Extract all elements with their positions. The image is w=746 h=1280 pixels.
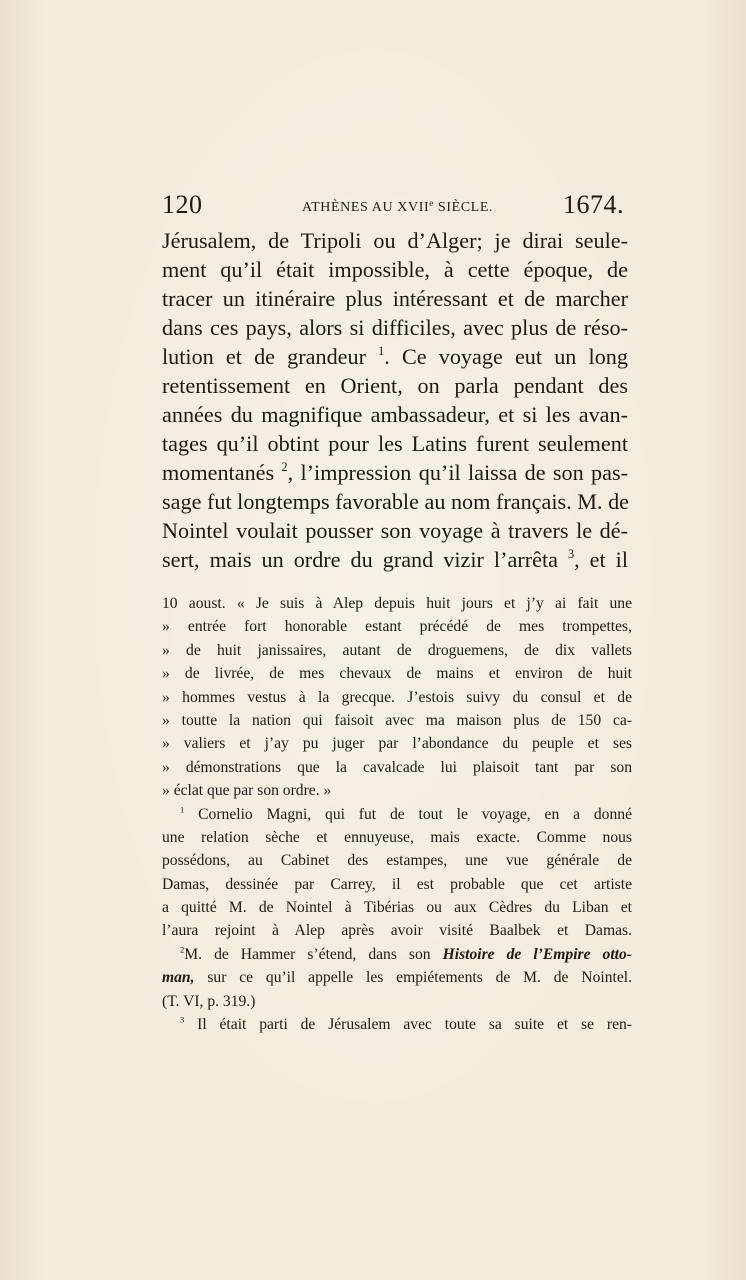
footnote-1-line: une relation sèche et ennuyeuse, mais exacte. Comme nous: [162, 828, 632, 846]
main-text-block: [162, 226, 628, 574]
main-text-segment: Nointel voulait pousser son voyage à travers le dé-: [162, 518, 628, 543]
main-text-line: [162, 516, 628, 545]
running-title: [302, 198, 493, 216]
main-text-segment: , et il: [574, 547, 629, 572]
footnote-2-book-title: man,: [162, 969, 195, 987]
page-number: 120: [162, 190, 203, 219]
main-text-line: [162, 487, 628, 516]
footnote-quote-line: 10 aoust. « Je suis à Alep depuis huit jours et j’y ai fait une: [162, 595, 632, 612]
main-text-line: [162, 255, 628, 284]
footnote-2-marker: 2: [180, 944, 185, 955]
main-text-line: [162, 371, 628, 400]
running-head-year: 1674.: [563, 190, 624, 219]
footnote-2-line: (T. VI, p. 319.): [162, 992, 256, 1010]
footnotes-block: [162, 592, 632, 1036]
footnote-1-line: Damas, dessinée par Carrey, il est probable que cet artiste: [162, 875, 632, 893]
footnote-quote-line: » démonstrations que la cavalcade lui plaisoit tant par son: [162, 758, 632, 776]
footnote-quote-line: » hommes vestus à la grecque. J’estois suivy du consul et de: [162, 688, 632, 706]
main-text-line: [162, 342, 628, 371]
main-text-segment: sage fut longtemps favorable au nom français. M. de: [162, 489, 630, 514]
main-text-line: [162, 400, 628, 429]
main-text-line: [162, 226, 628, 255]
main-text-segment: dans ces pays, alors si difficiles, avec plus de réso-: [162, 315, 628, 340]
main-text-segment: sert, mais un ordre du grand vizir l’arrêta: [162, 547, 568, 572]
running-title-text: ATHÈNES AU XVII: [302, 200, 430, 215]
footnote-2-text: M. de Hammer s’étend, dans son: [184, 945, 443, 963]
main-text-line: [162, 284, 628, 313]
footnote-1-text: Cornelio Magni, qui fut de tout le voyage, en a donné: [184, 805, 632, 823]
main-text-line: [162, 313, 628, 342]
footnote-1-marker: 1: [180, 804, 185, 815]
footnote-quote-line: » valiers et j’ay pu juger par l’abondance du peuple et ses: [162, 735, 632, 753]
footnote-quote-line: » de livrée, de mes chevaux de mains et environ de huit: [162, 665, 632, 683]
footnote-1-line: a quitté M. de Nointel à Tibérias ou aux Cèdres du Liban et: [162, 899, 632, 917]
footnote-2-text: sur ce qu’il appelle les empiétements de M. de Nointel.: [194, 969, 632, 987]
main-text-segment: tracer un itinéraire plus intéressant et de marcher: [162, 286, 628, 311]
main-text-segment: années du magnifique ambassadeur, et si les avan-: [162, 402, 628, 427]
main-text-segment: retentissement en Orient, on parla pendant des: [162, 373, 628, 398]
footnote-marker: 1: [378, 343, 385, 358]
running-title-end: SIÈCLE.: [433, 200, 494, 215]
footnote-2-line: [162, 966, 632, 989]
footnote-3-line: [162, 1013, 632, 1036]
main-text-segment: lution et de grandeur: [162, 344, 379, 369]
footnote-1-line: possédons, au Cabinet des estampes, une vue générale de: [162, 852, 632, 870]
footnote-1-line: l’aura rejoint à Alep après avoir visité Baalbek et Damas.: [162, 922, 632, 940]
footnote-quote-line: » de huit janissaires, autant de droguemens, de dix vallets: [162, 641, 632, 659]
footnote-quote-line: » entrée fort honorable estant précédé de mes trompettes,: [162, 618, 632, 636]
footnote-3-text: Il était parti de Jérusalem avec toute sa suite et se ren-: [184, 1016, 632, 1034]
main-text-segment: tages qu’il obtint pour les Latins furent seulement: [162, 431, 628, 456]
footnote-3-marker: 3: [180, 1014, 185, 1025]
footnote-quote-line: » toutte la nation qui faisoit avec ma maison plus de 150 ca-: [162, 711, 632, 729]
running-title-superscript: e: [429, 198, 434, 208]
running-head: [162, 190, 628, 220]
main-text-segment: . Ce voyage eut un long: [384, 344, 628, 369]
main-text-line: [162, 545, 628, 574]
footnote-marker: 2: [281, 459, 288, 474]
main-text-segment: , l’impression qu’il laissa de son pas-: [287, 460, 629, 485]
footnote-marker: 3: [567, 546, 575, 561]
main-text-segment: Jérusalem, de Tripoli ou d’Alger; je dirai seule-: [162, 228, 628, 253]
main-text-segment: momentanés: [162, 460, 282, 485]
footnote-quote-line: » éclat que par son ordre. »: [162, 782, 332, 800]
main-text-line: [162, 429, 628, 458]
footnote-2-book-title: Histoire de l’Empire otto-: [442, 945, 632, 963]
footnote-2-line: [162, 943, 632, 966]
main-text-line: [162, 458, 628, 487]
main-text-segment: ment qu’il était impossible, à cette époque, de: [162, 257, 628, 282]
footnote-1-line: [162, 803, 632, 826]
